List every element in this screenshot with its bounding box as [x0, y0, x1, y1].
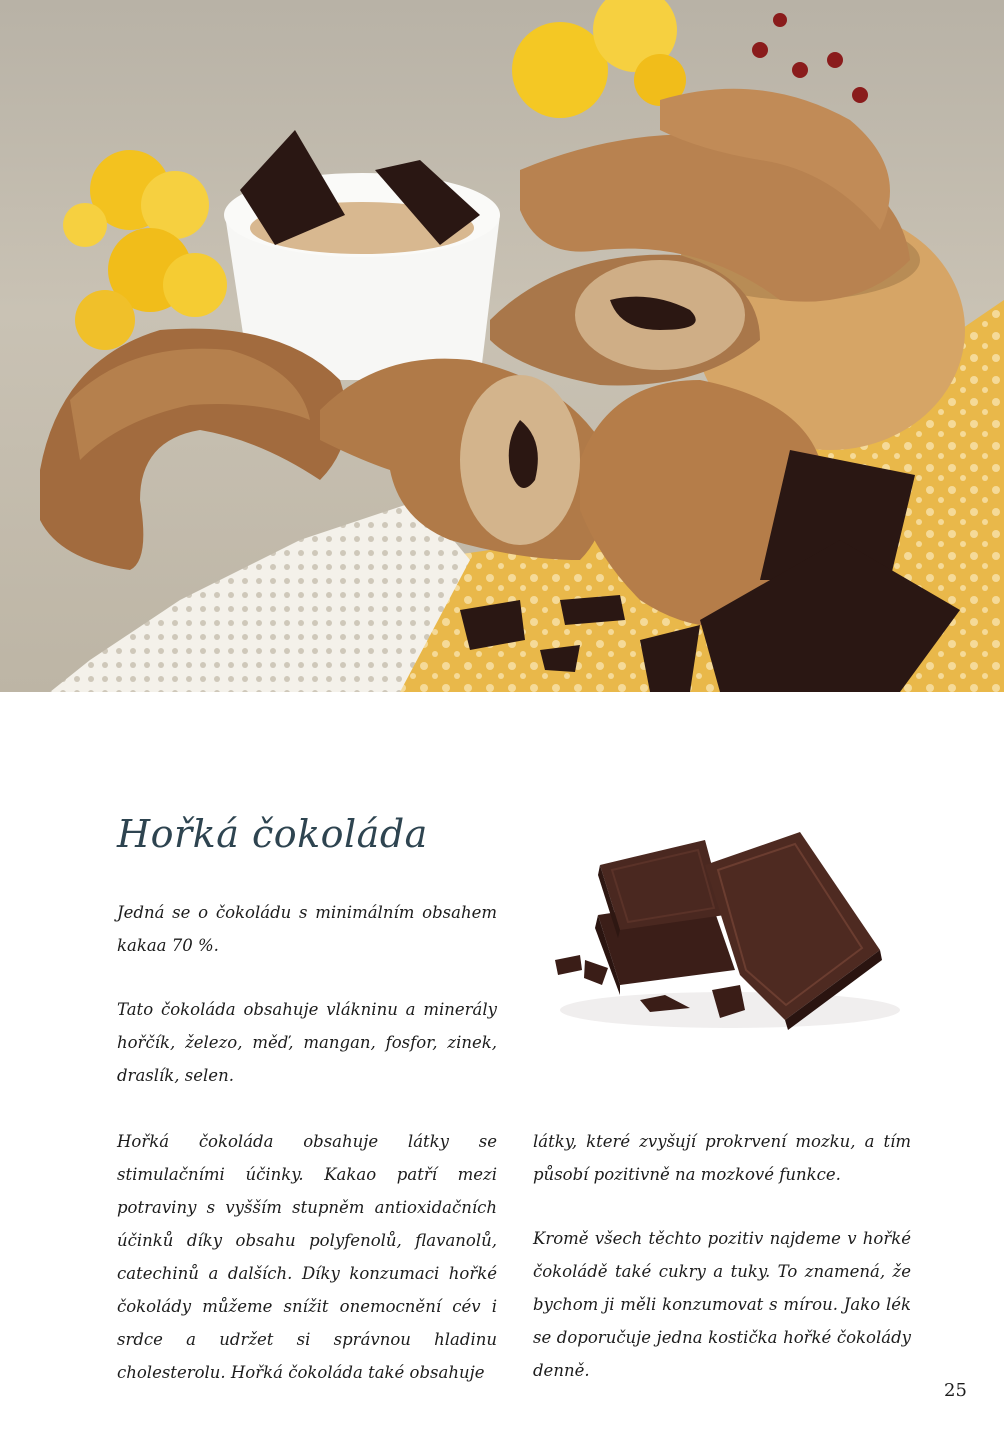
paragraph-minerals — [117, 993, 497, 1092]
hero-photo — [0, 0, 1004, 692]
paragraph-text: Kromě všech těchto pozitiv najdeme v hořké čokoládě také cukry a tuky. To znamená, že bychom ji měli konzumovat s mírou. Jako lék se doporučuje jedna kostička hořké čokolády denně. — [533, 1229, 911, 1380]
paragraph-intro — [117, 896, 497, 962]
paragraph-effects — [117, 1125, 497, 1389]
page-title: Hořká čokoláda — [117, 812, 428, 856]
yellow-flowers-left — [63, 150, 227, 350]
page-number: 25 — [944, 1380, 967, 1401]
paragraph-text: Tato čokoláda obsahuje vlákninu a minerály hořčík, železo, měď, mangan, fosfor, zinek, draslík, selen. — [117, 1000, 497, 1085]
dark-chocolate-image — [540, 820, 900, 1040]
paragraph-brain — [533, 1125, 911, 1191]
paragraph-text: Jedná se o čokoládu s minimálním obsahem kakaa 70 %. — [117, 903, 497, 955]
paragraph-text: látky, které zvyšují prokrvení mozku, a tím působí pozitivně na mozkové funkce. — [533, 1132, 911, 1184]
croissants-illustration — [0, 0, 1004, 692]
paragraph-text: Hořká čokoláda obsahuje látky se stimulačními účinky. Kakao patří mezi potraviny s vyšším stupněm antioxidačních účinků díky obsahu polyfenolů, flavanolů, catechinů a dalších. Díky konzumaci hořké čokolády můžeme snížit onemocnění cév i srdce a udržet si správnou hladinu cholesterolu. Hořká čokoláda také obsahuje — [117, 1132, 497, 1382]
paragraph-moderation — [533, 1222, 911, 1387]
